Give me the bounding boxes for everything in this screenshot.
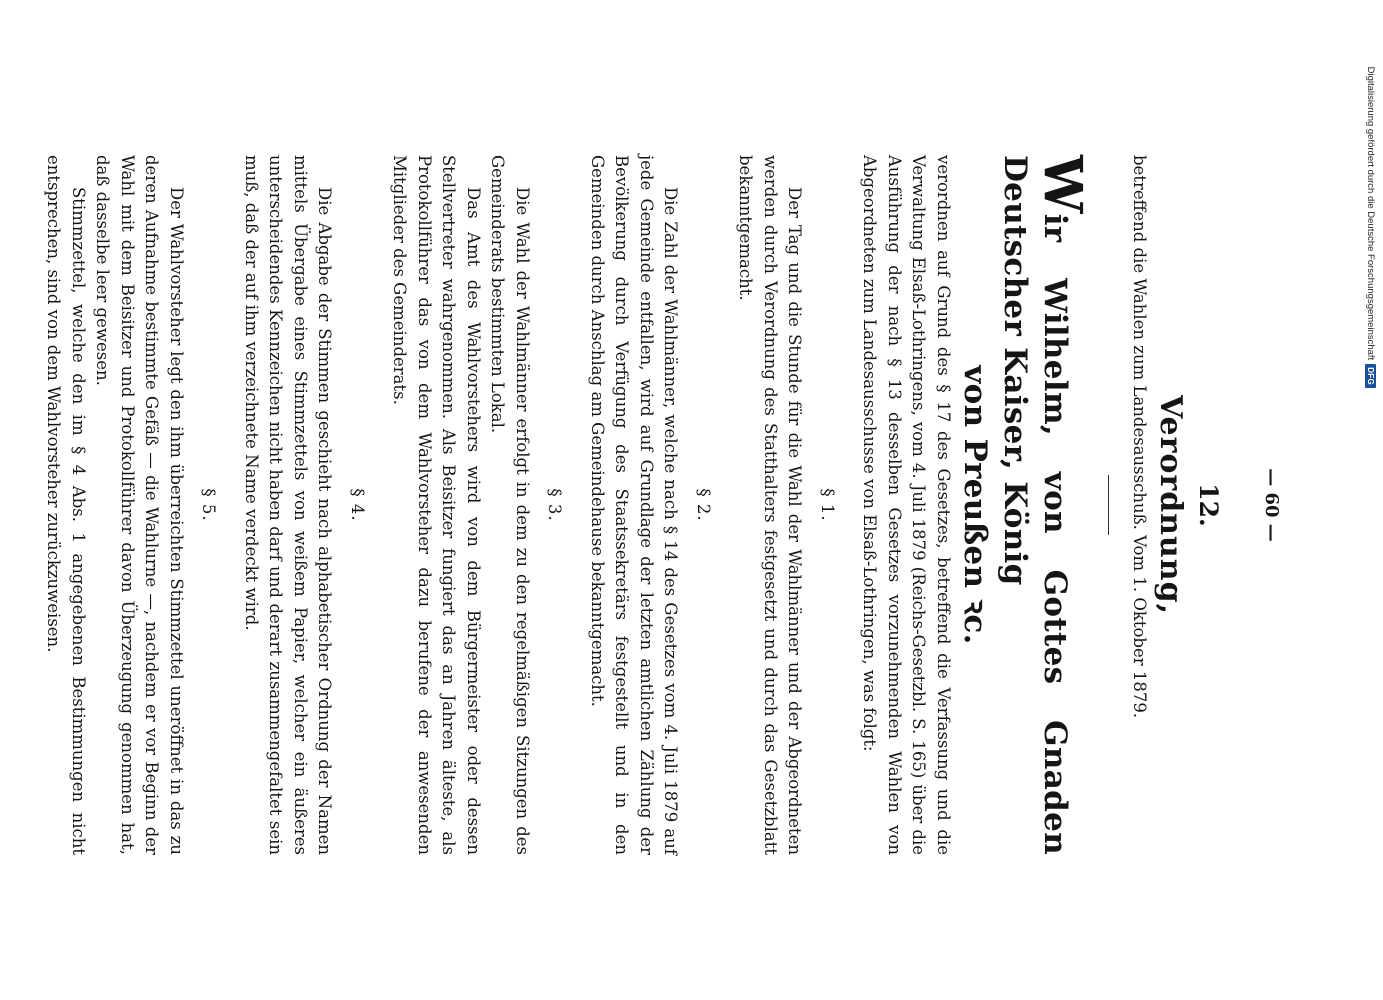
intro-heading xyxy=(995,155,1093,855)
section-paragraph: Die Wahl der Wahlmänner erfolgt in dem zu den regelmäßigen Sitzungen des Gemeinderats bestimmten Lokal. xyxy=(488,155,532,855)
section-paragraph: Die Abgabe der Stimmen geschieht nach alphabetischer Ordnung der Namen mittels Übergabe eines Stimmzettels von weißem Papier, welcher ein äußeres unterscheidendes Kennzeichen nicht haben darf und derart zusammengefaltet sein muß, daß der auf ihm verzeichnete Name verdeckt wird. xyxy=(242,155,335,855)
dfg-credit xyxy=(1365,67,1376,388)
intro-heading-line2: von Preußen ꝛc. xyxy=(957,365,993,645)
section-heading: § 3. xyxy=(545,488,565,522)
section-heading: § 5. xyxy=(199,488,219,522)
section-paragraph: Der Tag und die Stunde für die Wahl der Wahlmänner und der Abgeordneten werden durch Verordnung des Statthalters festgesetzt und durch das Gesetzblatt bekanntgemacht. xyxy=(736,155,805,855)
document-subtitle: betreffend die Wahlen zum Landesausschuß. Vom 1. Oktober 1879. xyxy=(1130,155,1149,719)
intro-initial: W xyxy=(1032,155,1093,214)
section-paragraph: Das Amt des Wahlvorstehers wird von dem Bürgermeister oder dessen Stellvertreter wahrgenommen. Als Beisitzer fungiert das an Jahren älteste, als Protokollführer das von dem Wahlvorsteher dazu berufene der anwesenden Mitglieder des Gemeinderats. xyxy=(390,155,483,855)
section-heading: § 2. xyxy=(694,488,713,522)
section-paragraph: Der Wahlvorsteher legt den ihm überreichten Stimmzettel uneröffnet in das zu deren Aufnahme bestimmte Gefäß — die Wahlurne —, nachdem er vor Beginn der Wahl mit dem Beisitzer und Protokollführer davon Überzeugung genommen hat, daß dasselbe leer gewesen. xyxy=(93,155,186,855)
dfg-credit-strip xyxy=(1353,0,1383,1000)
section-heading: § 1. xyxy=(818,488,837,522)
document-body xyxy=(41,155,1283,855)
dfg-logo: DFG xyxy=(1365,364,1376,388)
section-5 xyxy=(41,155,221,855)
section-paragraph: Die Zahl der Wahlmänner, welche nach § 14 des Gesetzes vom 4. Juli 1879 auf jede Gemeinde entfallen, wird auf Grundlage der letzten amtlichen Zählung der Bevölkerung durch Verfügung des Staatssekretärs festgestellt und in den Gemeinden durch Anschlag am Gemeindehause bekanntgemacht. xyxy=(588,155,681,855)
intro-heading-text: ir Wilhelm, von Gottes Gnaden Deutscher Kaiser, König xyxy=(997,155,1073,855)
item-number: 12. xyxy=(1194,483,1223,527)
dfg-credit-text: Digitalisierung gefördert durch die Deutsche Forschungsgemeinschaft xyxy=(1365,66,1376,361)
divider xyxy=(1108,475,1109,535)
intro-text: verordnen auf Grund des § 17 des Gesetzes, betreffend die Verfassung und die Verwaltung Elsaß-Lothringens, vom 4. Juli 1879 (Reichs-Gesetzbl. S. 165) über die Ausführung der nach § 13 desselben Gesetzes vorzunehmenden Wahlen von Abgeordneten zum Landesausschusse von Elsaß-Lothringen, was folgt: xyxy=(860,155,953,855)
section-4 xyxy=(239,155,370,855)
section-heading: § 4. xyxy=(348,488,367,522)
section-paragraph: Stimmzettel, welche den im § 4 Abs. 1 angegebenen Bestimmungen nicht entsprechen, sind von dem Wahlvorsteher zurückzuweisen. xyxy=(44,155,88,855)
document-title: Verordnung, xyxy=(1153,394,1188,616)
section-3 xyxy=(387,155,567,855)
section-2 xyxy=(585,155,716,855)
page-number: — 60 — xyxy=(1261,468,1282,542)
section-1 xyxy=(733,155,839,855)
